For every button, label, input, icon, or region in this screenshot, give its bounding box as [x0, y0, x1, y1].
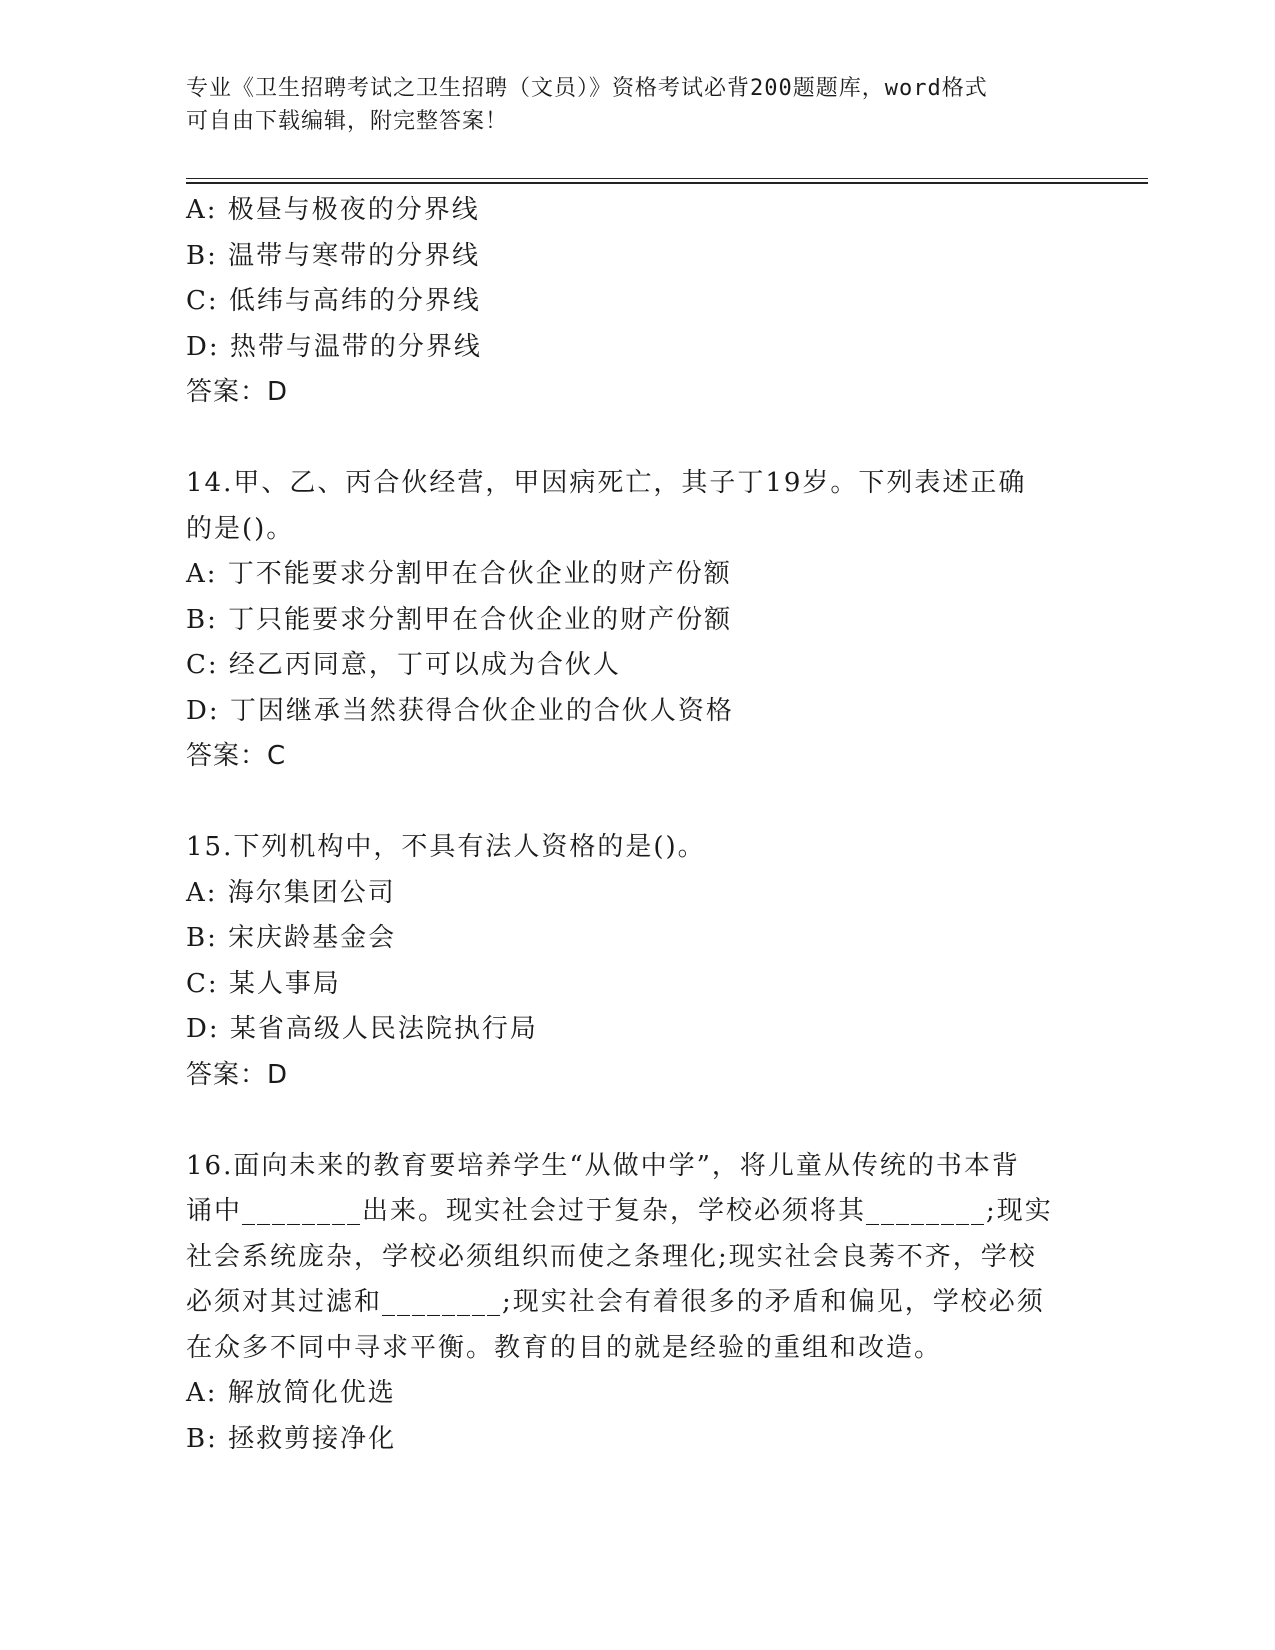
- answer-line: 答案：D: [186, 1059, 289, 1090]
- option-d: D: 丁因继承当然获得合伙企业的合伙人资格: [186, 695, 734, 726]
- spacer: [186, 416, 1086, 462]
- question-text-line: 16.面向未来的教育要培养学生“从做中学”，将儿童从传统的书本背: [186, 1150, 1020, 1181]
- question-text-line: 14.甲、乙、丙合伙经营，甲因病死亡，其子丁19岁。下列表述正确: [186, 468, 1027, 498]
- option-b: B: 拯救剪接净化: [186, 1423, 397, 1454]
- option-a: A: 解放简化优选: [186, 1378, 396, 1408]
- option-b: B: 宋庆龄基金会: [186, 923, 397, 953]
- option-a: A: 海尔集团公司: [186, 877, 396, 908]
- header-divider-thick: [186, 182, 1148, 184]
- option-d: D: 热带与温带的分界线: [186, 331, 482, 362]
- header-line-2: 可自由下载编辑，附完整答案！: [186, 109, 509, 134]
- answer-line: 答案：D: [186, 377, 289, 407]
- question-15: [186, 825, 1086, 1098]
- option-a: A: 极昼与极夜的分界线: [186, 195, 480, 225]
- question-text-line: 社会系统庞杂，学校必须组织而使之条理化;现实社会良莠不齐，学校: [186, 1241, 1037, 1272]
- question-13-continued: [186, 188, 1086, 416]
- question-text-line: 的是()。: [186, 513, 295, 544]
- question-16: [186, 1144, 1086, 1463]
- header-line-1: 专业《卫生招聘考试之卫生招聘（文员）》资格考试必背200题题库，word格式: [186, 76, 988, 101]
- option-b: B: 丁只能要求分割甲在合伙企业的财产份额: [186, 604, 733, 635]
- option-c: C: 某人事局: [186, 968, 341, 999]
- option-c: C: 低纬与高纬的分界线: [186, 286, 481, 316]
- question-14: [186, 461, 1086, 780]
- question-text-line: 必须对其过滤和________;现实社会有着很多的矛盾和偏见，学校必须: [186, 1287, 1045, 1317]
- question-text-line: 诵中________出来。现实社会过于复杂，学校必须将其________;现实: [186, 1196, 1053, 1226]
- option-c: C: 经乙丙同意，丁可以成为合伙人: [186, 650, 621, 680]
- spacer: [186, 1098, 1086, 1144]
- option-a: A: 丁不能要求分割甲在合伙企业的财产份额: [186, 559, 732, 589]
- question-text-line: 在众多不同中寻求平衡。教育的目的就是经验的重组和改造。: [186, 1332, 943, 1363]
- option-d: D: 某省高级人民法院执行局: [186, 1014, 538, 1044]
- spacer: [186, 780, 1086, 826]
- header-divider-thin: [186, 178, 1148, 179]
- question-text-line: 15.下列机构中，不具有法人资格的是()。: [186, 832, 706, 862]
- question-list: [186, 188, 1086, 1462]
- option-b: B: 温带与寒带的分界线: [186, 240, 481, 271]
- document-header: [186, 72, 1076, 138]
- answer-line: 答案：C: [186, 741, 287, 771]
